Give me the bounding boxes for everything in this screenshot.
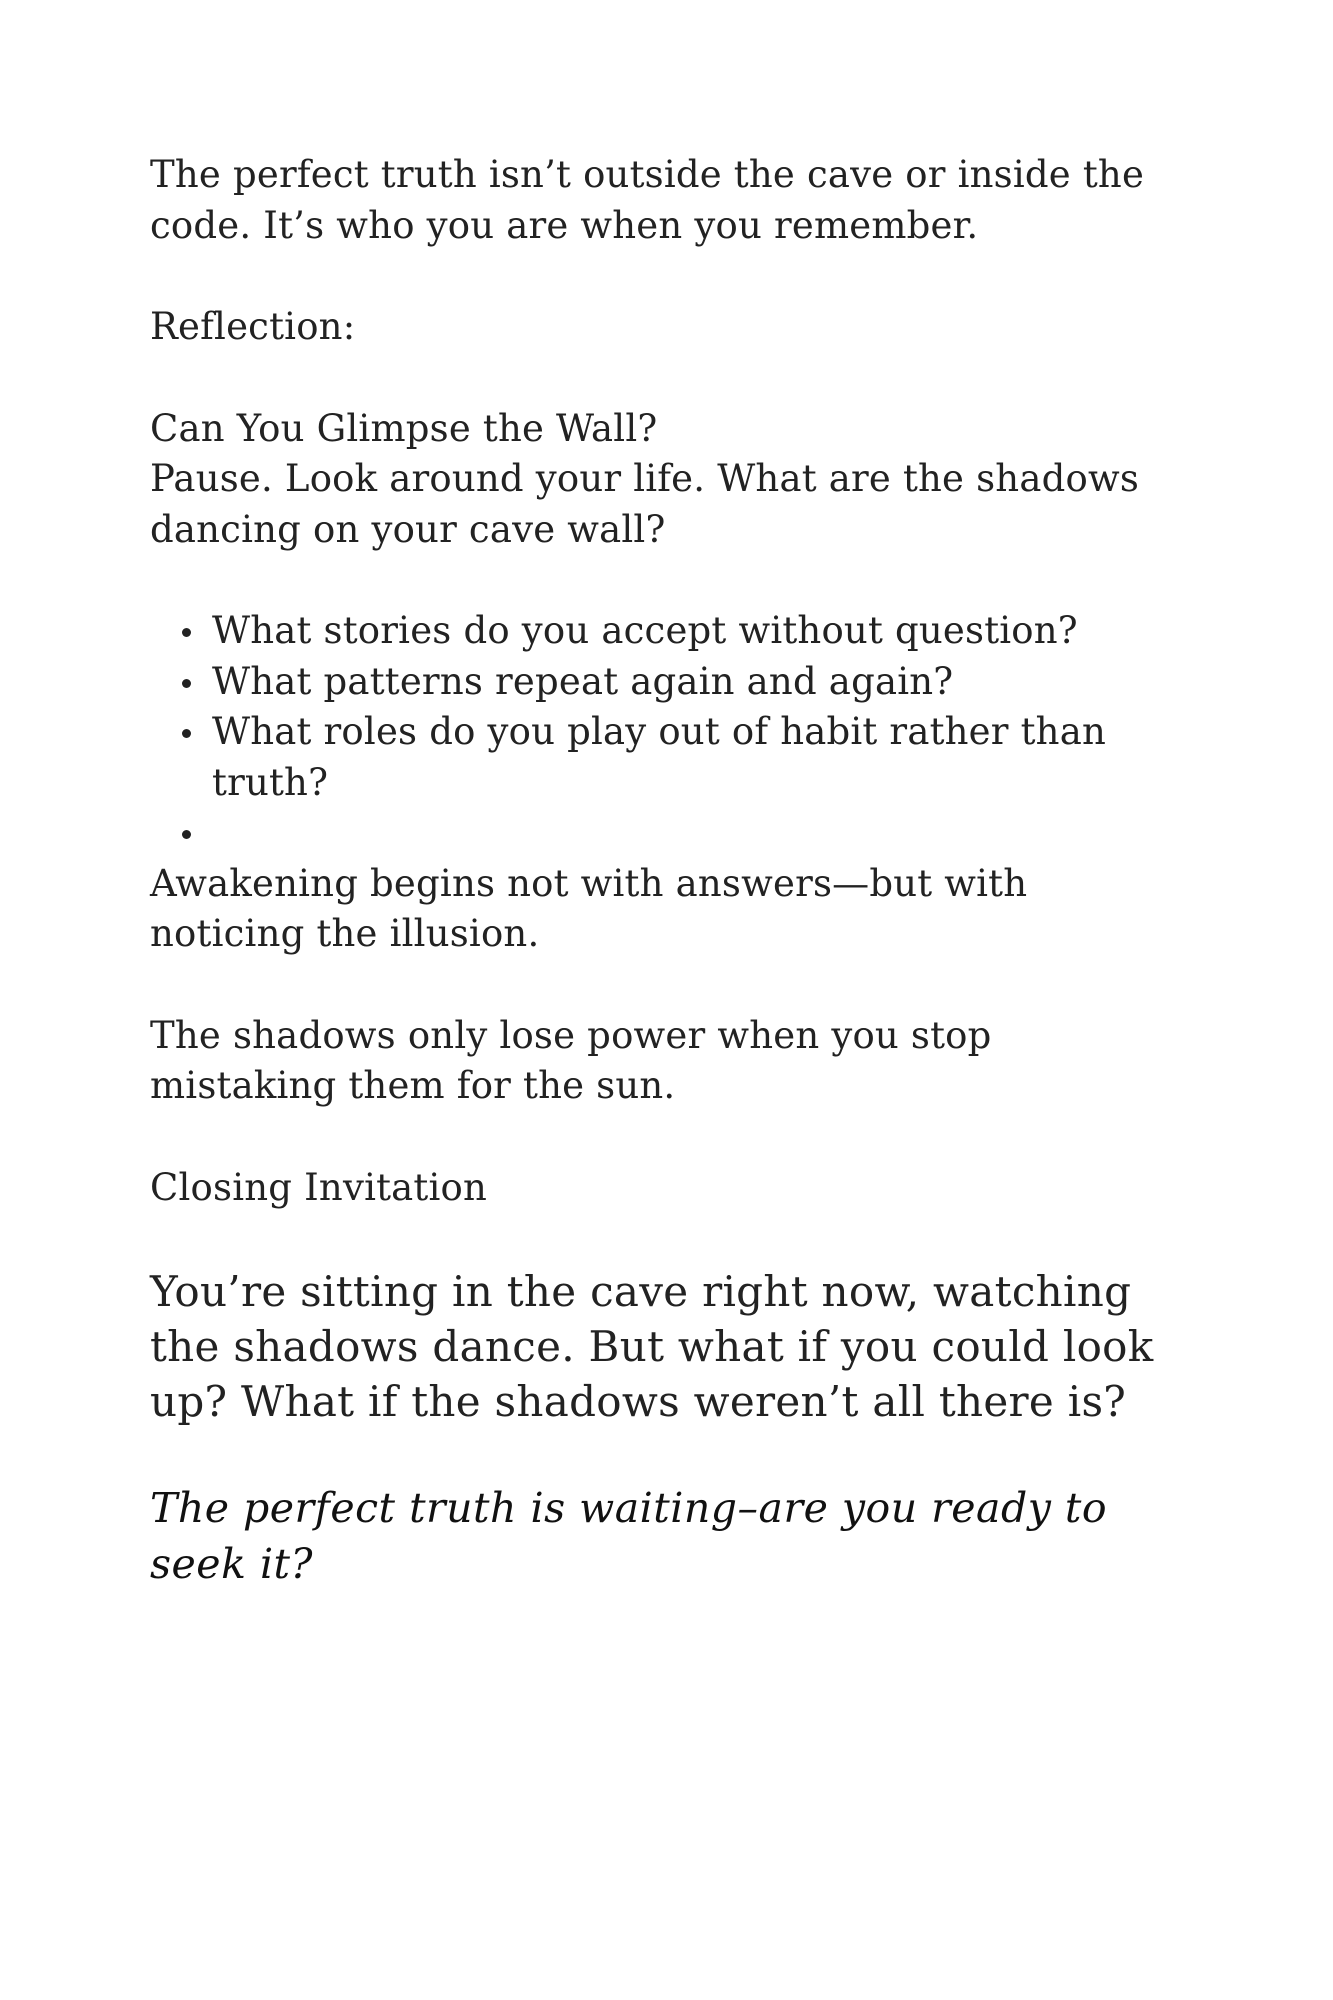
awakening-paragraph: Awakening begins not with answers—but with noticing the illusion. (150, 861, 1028, 955)
reflection-heading: Reflection: (150, 305, 356, 348)
final-italic-line: The perfect truth is waiting–are you ready to seek it? (150, 1484, 1108, 1588)
reflection-question-list (150, 606, 1180, 859)
list-item (212, 808, 1180, 859)
spacer (150, 1429, 1180, 1480)
spacer (150, 353, 1180, 404)
list-item: What roles do you play out of habit rather than truth? (212, 707, 1180, 808)
list-item: What patterns repeat again and again? (212, 657, 1180, 708)
spacer (150, 1213, 1180, 1264)
spacer (150, 960, 1180, 1011)
spacer (150, 1112, 1180, 1163)
list-item: What stories do you accept without question? (212, 606, 1180, 657)
spacer (150, 555, 1180, 606)
intro-paragraph: The perfect truth isn’t outside the cave or inside the code. It’s who you are when you remember. (150, 153, 1145, 247)
spacer (150, 251, 1180, 302)
closing-heading: Closing Invitation (150, 1165, 488, 1209)
closing-paragraph: You’re sitting in the cave right now, watching the shadows dance. But what if you could look up? What if the shadows weren’t all there is? (150, 1267, 1154, 1426)
page-content (150, 150, 1180, 1592)
shadows-paragraph: The shadows only lose power when you stop mistaking them for the sun. (150, 1013, 992, 1107)
glimpse-paragraph: Pause. Look around your life. What are the shadows dancing on your cave wall? (150, 457, 1140, 551)
glimpse-heading: Can You Glimpse the Wall? (150, 406, 658, 450)
